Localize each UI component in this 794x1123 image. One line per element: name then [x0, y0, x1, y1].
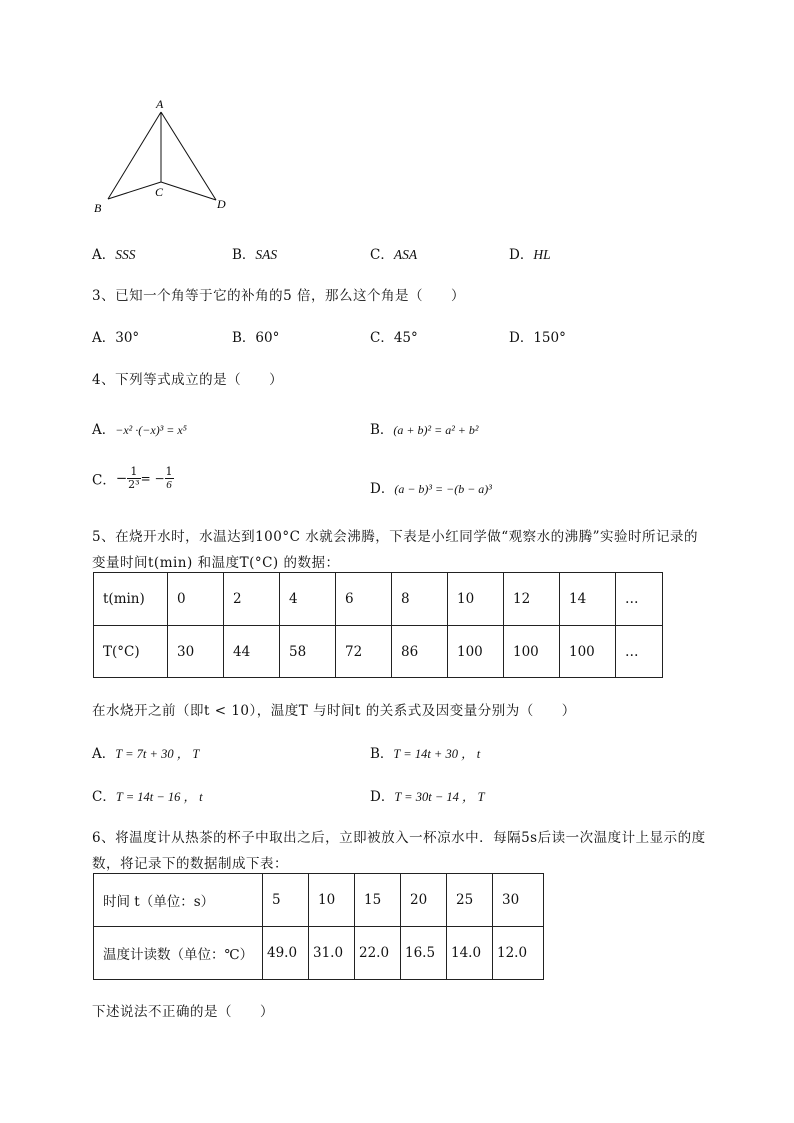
fraction-denominator: 6 [166, 479, 172, 491]
q5-stem-line2: 变量时间t(min) 和温度T(°C) 的数据： [92, 555, 340, 571]
option-text: SSS [115, 247, 136, 262]
q3-option-d[interactable] [509, 326, 566, 346]
table-cell: 30 [493, 874, 544, 927]
table-cell: 20 [401, 874, 447, 927]
table-cell: 44 [224, 626, 280, 678]
option-letter: C． [370, 247, 394, 263]
q6-stem-line2: 数，将记录下的数据制成下表： [92, 856, 288, 872]
option-text: T = 30t − 14 ， T [394, 790, 485, 804]
option-text: T = 7t + 30 ， T [115, 747, 200, 761]
q3-option-a[interactable] [92, 326, 139, 346]
option-text: −x² ·(−x)³ = x⁵ [115, 423, 187, 437]
equals-minus: = − [140, 471, 165, 486]
table-cell: 4 [280, 573, 336, 626]
option-text: T = 14t − 16 ， t [115, 790, 203, 804]
table-cell: 58 [280, 626, 336, 678]
table-cell: 5 [263, 874, 309, 927]
option-letter: B． [370, 746, 394, 762]
q4-stem: 4、下列等式成立的是（ ） [92, 372, 284, 388]
table-cell: 72 [336, 626, 392, 678]
q4-option-b[interactable] [370, 418, 479, 438]
option-letter: A． [92, 746, 116, 762]
q2-option-d[interactable] [509, 243, 551, 263]
fraction-numerator: 1 [165, 465, 173, 478]
option-letter: A． [92, 422, 116, 438]
option-letter: D． [509, 330, 534, 346]
q5-stem-line1: 5、在烧开水时，水温达到100°C 水就会沸腾，下表是小红同学做“观察水的沸腾”实验时所记录的 [92, 529, 699, 545]
segment-bc [108, 182, 161, 199]
table-cell: 12.0 [493, 927, 544, 980]
option-letter: B． [370, 422, 394, 438]
q6-data-table [93, 873, 544, 980]
table-cell: 6 [336, 573, 392, 626]
table-row [94, 626, 663, 678]
label-a: A [156, 97, 164, 111]
option-text: (a − b)³ = −(b − a)³ [394, 482, 492, 496]
q3-option-b[interactable] [232, 326, 279, 346]
table-cell: 25 [447, 874, 493, 927]
q3-stem: 3、已知一个角等于它的补角的5 倍，那么这个角是（ ） [92, 288, 465, 304]
fraction-numerator: 1 [127, 466, 140, 479]
table-cell: 100 [504, 626, 560, 678]
q4-option-d[interactable] [370, 477, 492, 497]
fraction-one-over-six [165, 466, 174, 491]
label-b: B [94, 201, 102, 215]
segment-ab [108, 112, 161, 199]
option-text: ASA [393, 247, 418, 262]
table-row [94, 927, 544, 980]
option-text: T = 14t + 30 ， t [393, 747, 481, 761]
fraction-one-over-two-cubed [127, 466, 140, 491]
q6-question: 下述说法不正确的是（ ） [92, 1004, 274, 1020]
option-letter: C． [370, 330, 394, 346]
fraction-denominator: 2³ [128, 478, 140, 491]
table-cell: 49.0 [263, 927, 309, 980]
table-cell: T(°C) [94, 626, 168, 678]
table-cell: 31.0 [309, 927, 355, 980]
table-row [94, 573, 663, 626]
option-letter: D． [370, 789, 395, 805]
q4-option-a[interactable] [92, 418, 187, 438]
option-letter: A． [92, 247, 116, 263]
q5-data-table [93, 572, 663, 678]
option-text: 45° [393, 330, 418, 346]
option-letter: A． [92, 330, 116, 346]
segment-ad [161, 112, 216, 200]
table-cell: 16.5 [401, 927, 447, 980]
table-cell: 12 [504, 573, 560, 626]
table-cell: 100 [560, 626, 616, 678]
option-letter: D． [370, 481, 395, 497]
table-cell: 10 [448, 573, 504, 626]
q5-option-b[interactable] [370, 742, 480, 762]
table-cell: 100 [448, 626, 504, 678]
table-cell: … [616, 573, 663, 626]
table-cell: 22.0 [355, 927, 401, 980]
option-letter: C． [92, 472, 116, 489]
minus-sign: − [115, 470, 128, 487]
table-cell: 0 [168, 573, 224, 626]
label-d: D [217, 197, 226, 211]
option-letter: C． [92, 789, 116, 805]
q5-option-c[interactable] [92, 785, 203, 805]
q2-option-a[interactable] [92, 243, 136, 263]
q5-question: 在水烧开之前（即t < 10），温度T 与时间t 的关系式及因变量分别为（ ） [92, 703, 576, 719]
q5-option-d[interactable] [370, 785, 485, 805]
option-text: 150° [533, 330, 566, 346]
q2-option-c[interactable] [370, 243, 417, 263]
q4-option-c[interactable] [92, 466, 174, 491]
q2-option-b[interactable] [232, 243, 277, 263]
table-cell: 14.0 [447, 927, 493, 980]
table-cell: 温度计读数（单位：℃） [94, 927, 263, 980]
triangle-figure [88, 92, 238, 220]
table-cell: 14 [560, 573, 616, 626]
label-c: C [155, 185, 164, 199]
table-cell: t(min) [94, 573, 168, 626]
option-text: HL [533, 247, 551, 262]
option-text: (a + b)² = a² + b² [393, 423, 479, 437]
table-cell: 10 [309, 874, 355, 927]
q3-option-c[interactable] [370, 326, 418, 346]
q6-stem-line1: 6、将温度计从热茶的杯子中取出之后，立即被放入一杯凉水中．每隔5s后读一次温度计上显示的度 [92, 830, 706, 846]
segment-cd [161, 182, 216, 200]
option-letter: D． [509, 247, 534, 263]
table-cell: 30 [168, 626, 224, 678]
table-cell: … [616, 626, 663, 678]
table-row [94, 874, 544, 927]
table-cell: 86 [392, 626, 448, 678]
option-text: SAS [255, 247, 278, 262]
table-cell: 15 [355, 874, 401, 927]
option-text: 30° [115, 330, 140, 346]
table-cell: 时间 t（单位：s） [94, 874, 263, 927]
option-letter: B． [232, 330, 256, 346]
option-letter: B． [232, 247, 256, 263]
table-cell: 8 [392, 573, 448, 626]
option-text: 60° [255, 330, 280, 346]
q5-option-a[interactable] [92, 742, 199, 762]
table-cell: 2 [224, 573, 280, 626]
